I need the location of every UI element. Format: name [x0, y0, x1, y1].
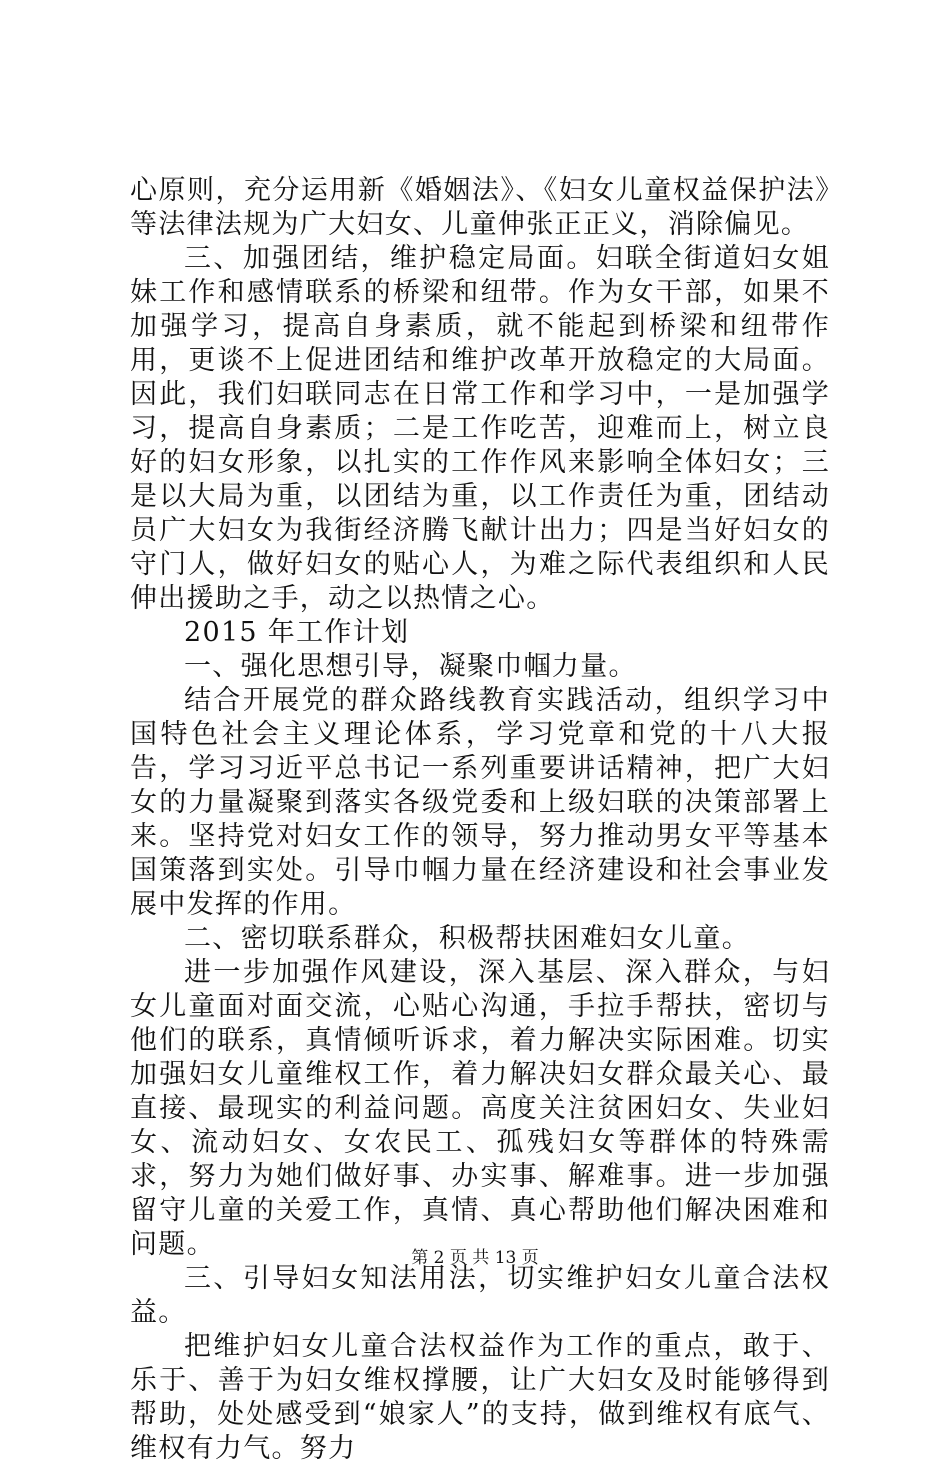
paragraph-contact: 进一步加强作风建设，深入基层、深入群众，与妇女儿童面对面交流，心贴心沟通，手拉手帮扶，密切与他们的联系，真情倾听诉求，着力解决实际困难。切实加强妇女儿童维权工作，着力解决妇女群众最关心、最直接、最现实的利益问题。高度关注贫困妇女、失业妇女、流动妇女、女农民工、孤残妇女等群体的特殊需求，努力为她们做好事、办实事、解难事。进一步加强留守儿童的关爱工作，真情、真心帮助他们解决困难和问题。 — [130, 957, 830, 1260]
heading-guidance: 一、强化思想引导，凝聚巾帼力量。 — [184, 651, 637, 682]
page-footer: 第 2 页 共 13 页 — [411, 1248, 539, 1268]
document-body — [130, 174, 830, 1466]
section-heading-plan: 2015 年工作计划 — [184, 617, 410, 648]
paragraph-guidance: 结合开展党的群众路线教育实践活动，组织学习中国特色社会主义理论体系，学习党章和党的十八大报告，学习习近平总书记一系列重要讲话精神，把广大妇女的力量凝聚到落实各级党委和上级妇联的决策部署上来。坚持党对妇女工作的领导，努力推动男女平等基本国策落到实处。引导巾帼力量在经济建设和社会事业发展中发挥的作用。 — [130, 685, 830, 920]
heading-contact: 二、密切联系群众，积极帮扶困难妇女儿童。 — [184, 923, 750, 954]
paragraph-continuation: 心原则，充分运用新《婚姻法》、《妇女儿童权益保护法》等法律法规为广大妇女、儿童伸张正正义，消除偏见。 — [130, 175, 830, 240]
heading-law: 三、引导妇女知法用法，切实维护妇女儿童合法权益。 — [130, 1263, 830, 1328]
paragraph-law: 把维护妇女儿童合法权益作为工作的重点，敢于、乐于、善于为妇女维权撑腰，让广大妇女及时能够得到帮助，处处感受到“娘家人”的支持，做到维权有底气、维权有力气。努力 — [130, 1331, 830, 1464]
paragraph-unity: 三、加强团结，维护稳定局面。妇联全街道妇女姐妹工作和感情联系的桥梁和纽带。作为女干部，如果不加强学习，提高自身素质，就不能起到桥梁和纽带作用，更谈不上促进团结和维护改革开放稳定的大局面。因此，我们妇联同志在日常工作和学习中，一是加强学习，提高自身素质；二是工作吃苦，迎难而上，树立良好的妇女形象，以扎实的工作作风来影响全体妇女；三是以大局为重，以团结为重，以工作责任为重，团结动员广大妇女为我街经济腾飞献计出力；四是当好妇女的守门人，做好妇女的贴心人，为难之际代表组织和人民伸出援助之手，动之以热情之心。 — [130, 243, 830, 614]
